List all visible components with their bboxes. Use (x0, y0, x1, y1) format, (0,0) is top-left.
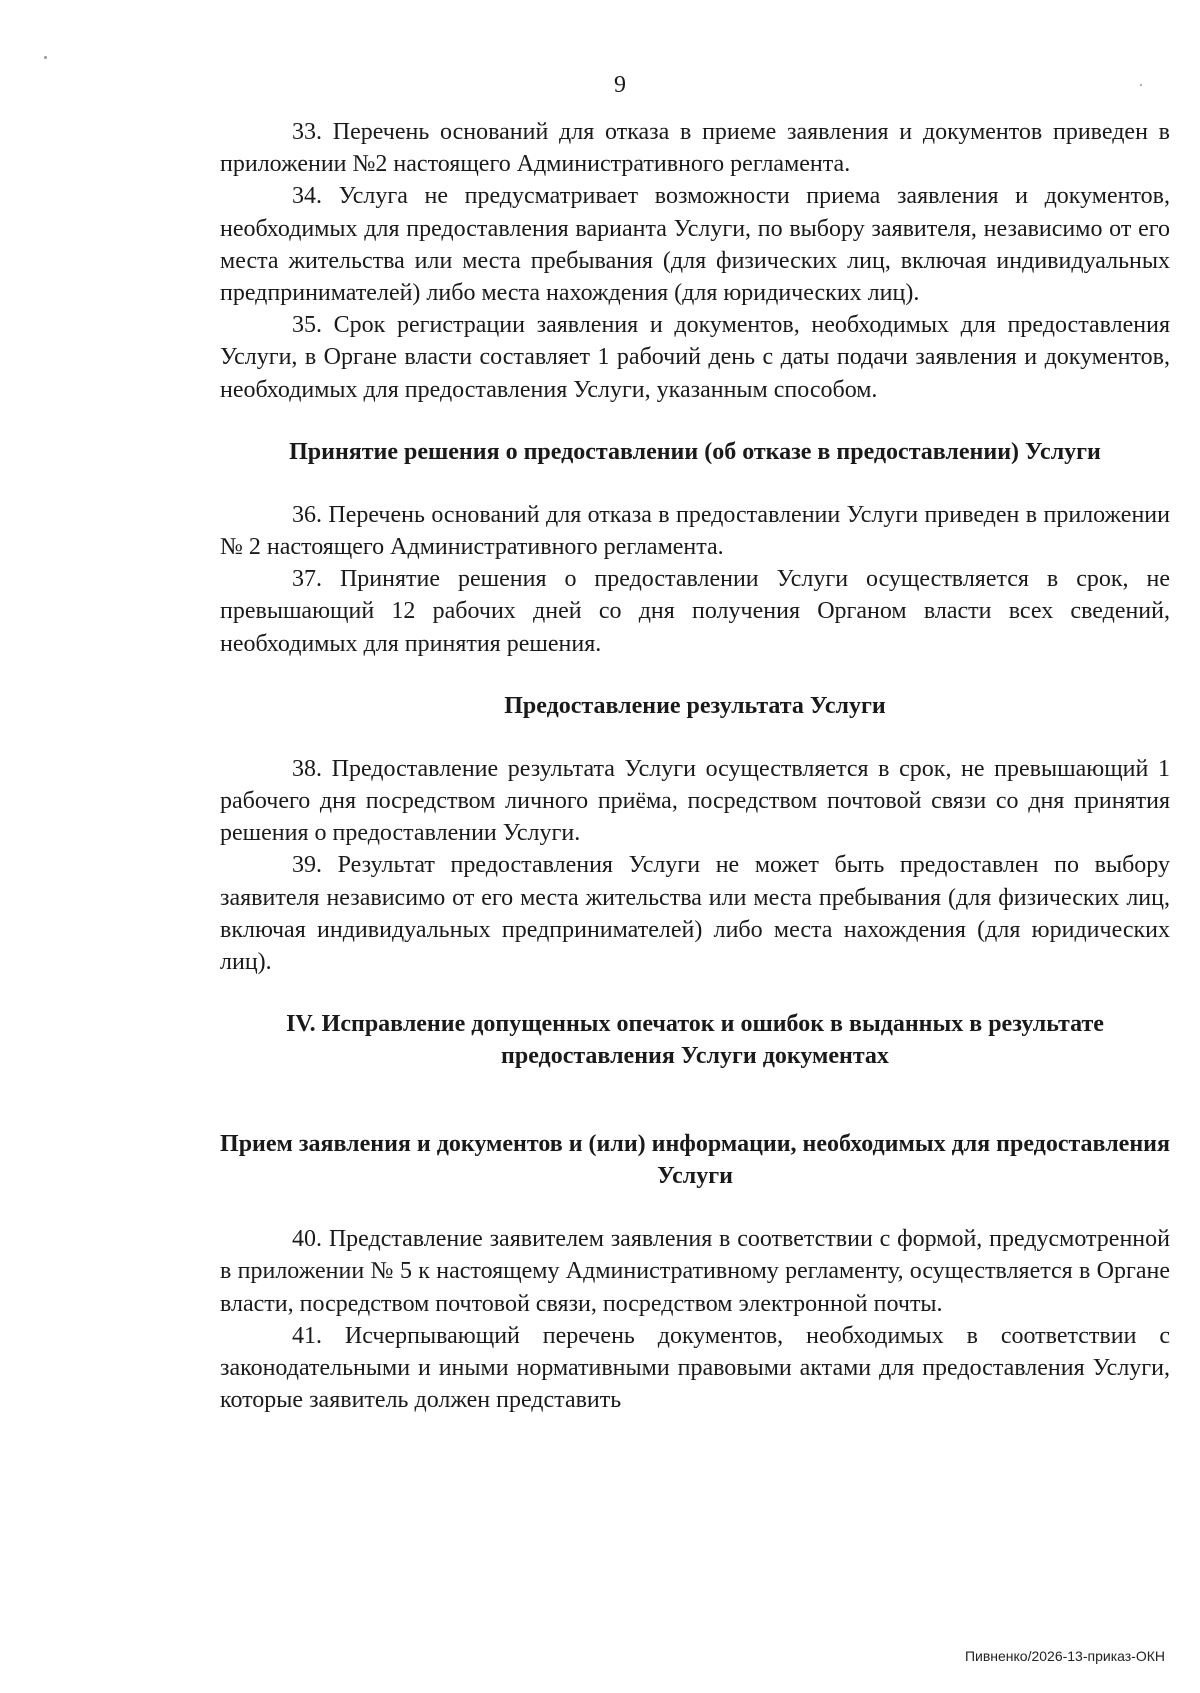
heading-reception: Прием заявления и документов и (или) информации, необходимых для предоставления Услуги (220, 1131, 1170, 1190)
paragraph-36: 36. Перечень оснований для отказа в предоставлении Услуги приведен в приложении № 2 настоящего Административного регламента. (220, 501, 1170, 561)
paragraph-34: 34. Услуга не предусматривает возможности приема заявления и документов, необходимых для предоставления варианта Услуги, по выбору заявителя, независимо от его места жительства или места пребывания (для физических лиц, включая индивидуальных предпринимателей) либо места нахождения (для юридических лиц). (220, 183, 1170, 307)
paragraph-33: 33. Перечень оснований для отказа в приеме заявления и документов приведен в приложении №2 настоящего Административного регламента. (220, 119, 1170, 178)
paragraph-35: 35. Срок регистрации заявления и документов, необходимых для предоставления Услуги, в Органе власти составляет 1 рабочий день с даты подачи заявления и документов, необходимых для предоставления Услуги, указанным способом. (220, 312, 1170, 403)
paragraph-39: 39. Результат предоставления Услуги не может быть предоставлен по выбору заявителя независимо от его места жительства или места пребывания (для физических лиц, включая индивидуальных предпринимателей) либо места нахождения (для юридических лиц). (220, 852, 1170, 976)
page-number: 9 (614, 72, 626, 98)
footer-document-code: Пивненко/2026-13-приказ-ОКН (964, 1648, 1165, 1664)
paragraph-40: 40. Представление заявителем заявления в соответствии с формой, предусмотренной в приложении № 5 к настоящему Административному регламенту, осуществляется в Органе власти, посредством почтовой связи, посредством электронной почты. (220, 1226, 1170, 1317)
document-body (220, 116, 1170, 1416)
paragraph-37: 37. Принятие решения о предоставлении Услуги осуществляется в срок, не превышающий 12 рабочих дней со дня получения Органом власти всех сведений, необходимых для принятия решения. (220, 566, 1170, 657)
heading-result: Предоставление результата Услуги (504, 692, 886, 719)
paragraph-38: 38. Предоставление результата Услуги осуществляется в срок, не превышающий 1 рабочего дня посредством личного приёма, посредством почтовой связи со дня принятия решения о предоставлении Услуги. (220, 755, 1170, 847)
paragraph-41: 41. Исчерпывающий перечень документов, необходимых в соответствии с законодательными и иными нормативными правовыми актами для предоставления Услуги, которые заявитель должен представить (220, 1322, 1170, 1414)
scan-speck (44, 56, 47, 59)
heading-section-iv: IV. Исправление допущенных опечаток и ошибок в выданных в результате предоставления Услуги документах (286, 1011, 1104, 1070)
heading-decision: Принятие решения о предоставлении (об отказе в предоставлении) Услуги (289, 438, 1101, 465)
